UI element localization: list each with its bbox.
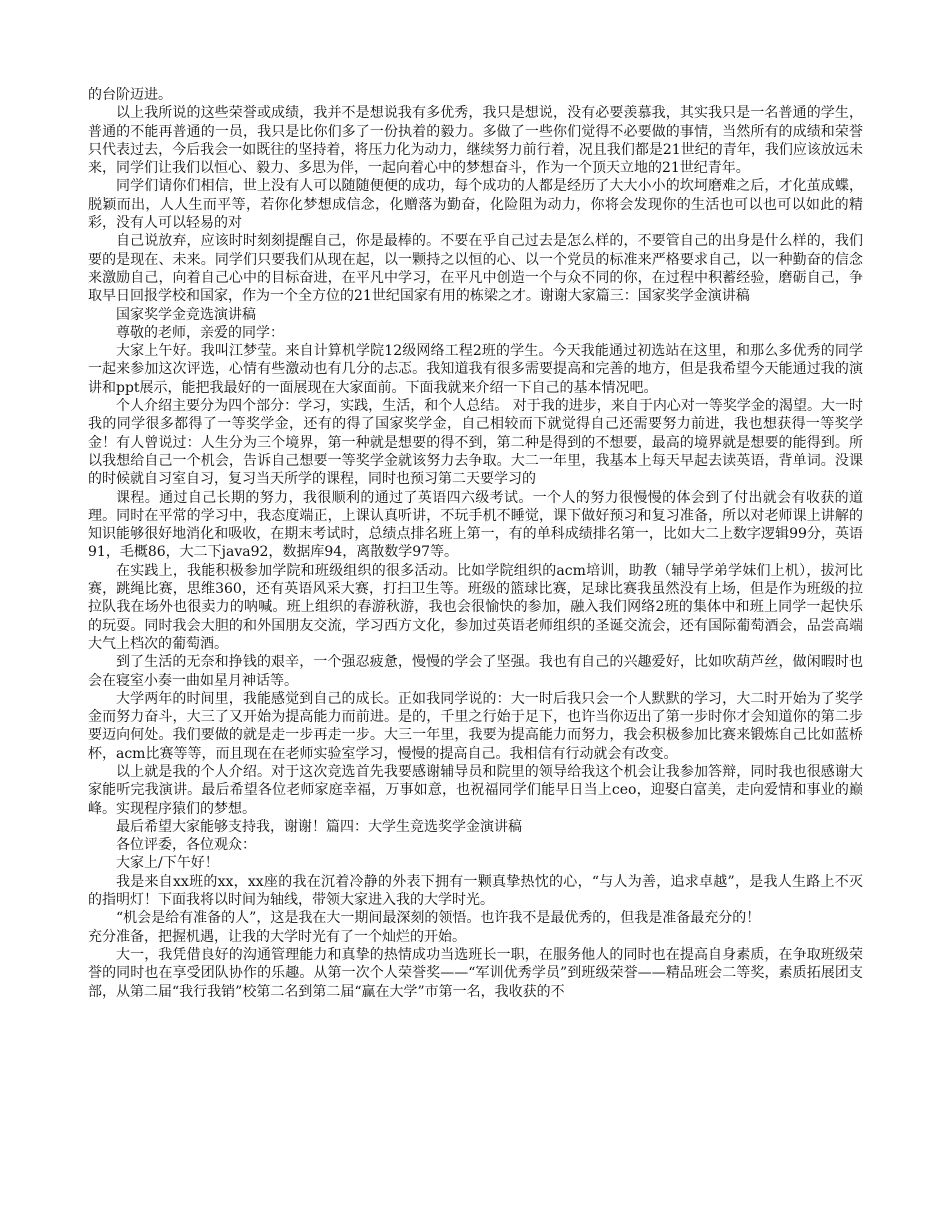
paragraph: 同学们请你们相信，世上没有人可以随随便便的成功，每个成功的人都是经历了大大小小的坎坷磨难之后，才化茧成蝶，脱颖而出，人人生而平等，若你化梦想成信念，化赠落为勤奋，化险阻为动力，你将会发现你的生活也可以也可以如此的精彩，没有人可以轻易的对 [88,178,863,232]
paragraph: 以上就是我的个人介绍。对于这次竞选首先我要感谢辅导员和院里的领导给我这个机会让我参加答辩，同时我也很感谢大家能听完我演讲。最后希望各位老师家庭幸福，万事如意，也祝福同学们能早日当上ceo，迎娶白富美，走向爱情和事业的巅峰。实现程序猿们的梦想。 [88,763,863,817]
paragraph: 充分准备，把握机遇，让我的大学时光有了一个灿烂的开始。 [88,928,466,945]
section-title: 国家奖学金竞选演讲稿 [116,306,256,323]
paragraph: 课程。通过自己长期的努力，我很顺利的通过了英语四六级考试。一个人的努力很慢慢的体会到了付出就会有收获的道理。同时在平常的学习中，我态度端正，上课认真听讲，不玩手机不睡觉，课下做好预习和复习准备，所以对老师课上讲解的知识能够很好地消化和吸收，在期末考试时，总绩点排名班上第一，有的单科成绩排名第一，比如大二上数字逻辑99分，英语91，毛概86，大二下java92，数据库94，离散数学97等。 [88,489,863,561]
paragraph: 大家上午好。我叫江梦莹。来自计算机学院12级网络工程2班的学生。今天我能通过初选站在这里，和那么多优秀的同学一起来参加这次评选，心情有些激动也有几分的忐忑。我知道我有很多需要提高和完善的地方，但是我希望今天能通过我的演讲和ppt展示，能把我最好的一面展现在大家面前。下面我就来介绍一下自己的基本情况吧。 [88,343,863,396]
paragraph: 大学两年的时间里，我能感觉到自己的成长。正如我同学说的：大一时后我只会一个人默默的学习，大二时开始为了奖学金而努力奋斗，大三了又开始为提高能力而前进。是的，千里之行始于足下，也许当你迈出了第一步时你才会知道你的第二步要迈向何处。我们要做的就是走一步再走一步。大三一年里，我要为提高能力而努力，我会积极参加比赛来锻炼自己比如蓝桥杯，acm比赛等等，而且现在在老师实验室学习，慢慢的提高自己。我相信有行动就会有改变。 [88,690,863,762]
paragraph: “机会是给有准备的人”，这是我在大一期间最深刻的领悟。也许我不是最优秀的，但我是准备最充分的！ [116,910,761,927]
salutation: 各位评委，各位观众： [116,837,256,854]
paragraph: 最后希望大家能够支持我，谢谢！篇四：大学生竞选奖学金演讲稿 [116,818,522,835]
paragraph: 在实践上，我能积极参加学院和班级组织的很多活动。比如学院组织的acm培训，助教（辅导学弟学妹们上机），拔河比赛，跳绳比赛，思维360，还有英语风采大赛，打扫卫生等。班级的篮球比赛，足球比赛我虽然没有上场，但是作为班级的拉拉队我在场外也很卖力的呐喊。班上组织的春游秋游，我也会很愉快的参加，融入我们网络2班的集体中和班上同学一起快乐的玩耍。同时我会大胆的和外国朋友交流，学习西方文化，参加过英语老师组织的圣诞交流会，还有国际葡萄酒会，品尝高端大气上档次的葡萄酒。 [88,562,863,652]
paragraph: 的台阶迈进。 [88,87,172,103]
paragraph: 大一，我凭借良好的沟通管理能力和真挚的热情成功当选班长一职，在服务他人的同时也在提高自身素质，在争取班级荣誉的同时也在享受团队协作的乐趣。从第一次个人荣誉奖——“军训优秀学员”到班级荣誉——精品班会二等奖，素质拓展团支部，从第二届“我行我销”校第二名到第二届“赢在大学”市第一名，我收获的不 [88,946,863,1000]
paragraph: 我是来自xx班的xx，xx座的我在沉着冷静的外表下拥有一颗真挚热忱的心，“与人为善，追求卓越”，是我人生路上不灭的指明灯！下面我将以时间为轴线，带领大家进入我的大学时光。 [88,873,863,909]
salutation: 尊敬的老师，亲爱的同学： [116,324,284,341]
greeting: 大家上/下午好！ [116,855,219,872]
document-page [88,86,863,1001]
paragraph: 以上我所说的这些荣誉或成绩，我并不是想说我有多优秀，我只是想说，没有必要羡慕我，其实我只是一名普通的学生，普通的不能再普通的一员，我只是比你们多了一份执着的毅力。多做了一些你们觉得不必要做的事情，当然所有的成绩和荣誉只代表过去，今后我会一如既往的坚持着，将压力化为动力，继续努力前行着，况且我们都是21世纪的青年，我们应该放远未来，同学们让我们以恒心、毅力、多思为伴，一起向着心中的梦想奋斗，作为一个顶天立地的21世纪青年。 [88,105,863,177]
paragraph: 自己说放弃，应该时时刻刻提醒自己，你是最棒的。不要在乎自己过去是怎么样的，不要管自己的出身是什么样的，我们要的是现在、未来。同学们只要我们从现在起，以一颗持之以恒的心、以一个党员的标准来严格要求自己，以一种勤奋的信念来激励自己，向着自己心中的目标奋进，在平凡中学习，在平凡中创造一个与众不同的你，在过程中积蓄经验，磨砺自己，争取早日回报学校和国家，作为一个全方位的21世纪国家有用的栋梁之才。谢谢大家篇三：国家奖学金演讲稿 [88,233,863,305]
paragraph: 个人介绍主要分为四个部分：学习，实践，生活，和个人总结。 对于我的进步，来自于内心对一等奖学金的渴望。大一时我的同学很多都得了一等奖学金，还有的得了国家奖学金，自己相较而下就觉得自己还需要努力前进，我也想获得一等奖学金！有人曾说过：人生分为三个境界，第一种就是想要的得不到，第二种是得到的不想要，最高的境界就是想要的能得到。所以我想给自己一个机会，告诉自己想要一等奖学金就该努力去争取。大二一年里，我基本上每天早起去读英语，背单词。没课的时候就自习室自习，复习当天所学的课程，同时也预习第二天要学习的 [88,398,863,488]
paragraph: 到了生活的无奈和挣钱的艰辛，一个强忍疲惫，慢慢的学会了坚强。我也有自己的兴趣爱好，比如吹葫芦丝，做闲暇时也会在寝室小奏一曲如星月神话等。 [88,654,863,689]
